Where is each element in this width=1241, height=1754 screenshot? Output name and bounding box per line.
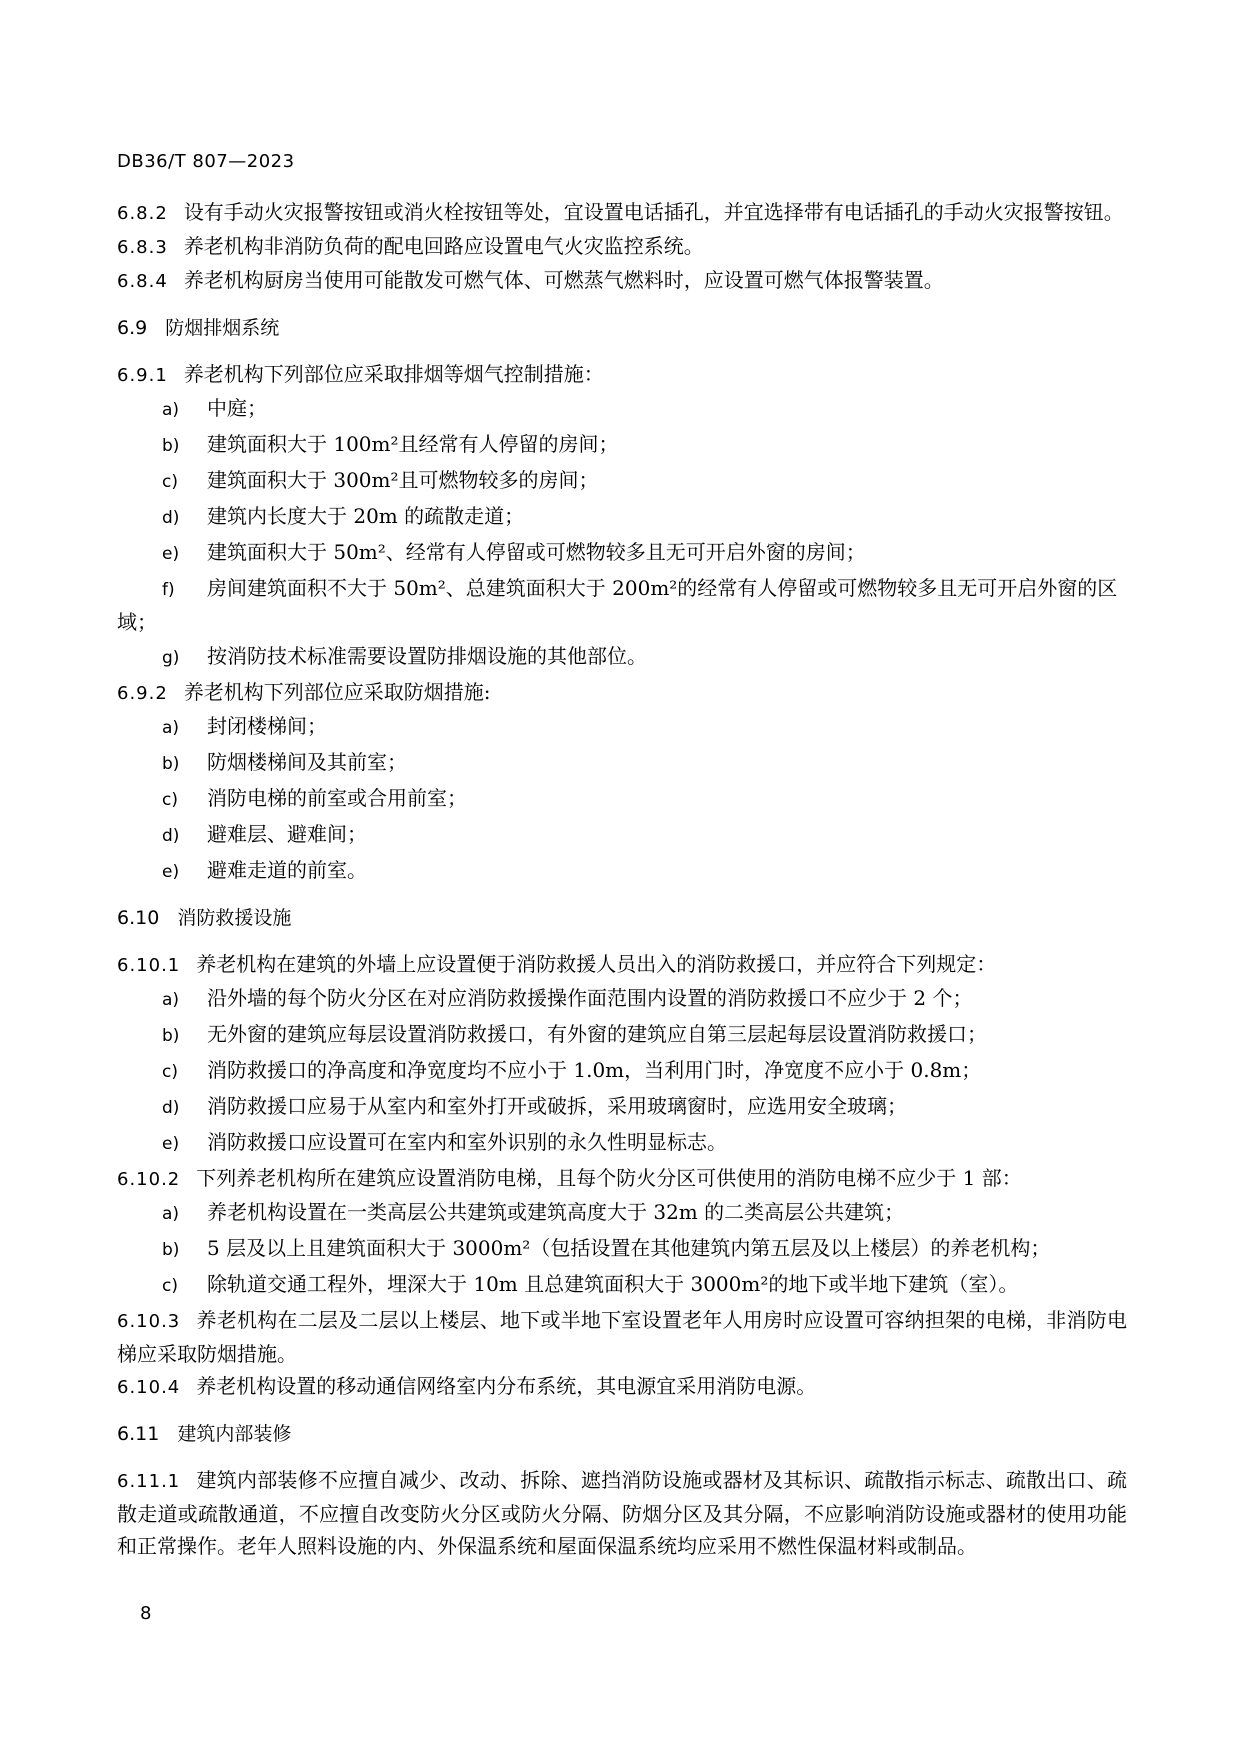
list-item: [162, 536, 1127, 570]
item-label: d): [162, 508, 180, 528]
clause-text: 下列养老机构所在建筑应设置消防电梯，且每个防火分区可供使用的消防电梯不应少于 1 部：: [196, 1166, 1022, 1190]
list-item: [162, 854, 1127, 888]
item-label: a): [162, 400, 180, 420]
clause-6-11-1: [117, 1464, 1127, 1562]
clause-number: 6.11.1: [117, 1471, 181, 1492]
clause-6-10-3: [117, 1304, 1127, 1370]
item-text: 建筑面积大于 50m²、经常有人停留或可燃物较多且无可开启外窗的房间；: [207, 540, 866, 564]
item-text: 封闭楼梯间；: [207, 714, 327, 738]
item-text: 除轨道交通工程外，埋深大于 10m 且总建筑面积大于 3000m²的地下或半地下建筑（室）。: [207, 1272, 1019, 1296]
item-text: 避难层、避难间；: [207, 822, 367, 846]
item-text: 建筑面积大于 300m²且可燃物较多的房间；: [207, 468, 599, 492]
clause-number: 6.8.2: [117, 203, 168, 224]
item-label: g): [162, 648, 180, 668]
list-item: [162, 1126, 1127, 1160]
item-text: 无外窗的建筑应每层设置消防救援口，有外窗的建筑应自第三层起每层设置消防救援口；: [207, 1022, 987, 1046]
section-heading-6-11: [117, 1418, 1127, 1450]
list-item: [117, 572, 1127, 638]
section-title: 消防救援设施: [177, 907, 292, 929]
clause-number: 6.10.4: [117, 1377, 181, 1398]
clause-6-8-3: [117, 230, 1127, 264]
item-text: 消防救援口应易于从室内和室外打开或破拆，采用玻璃窗时，应选用安全玻璃；: [207, 1094, 907, 1118]
list-item: [162, 464, 1127, 498]
section-heading-6-9: [117, 312, 1127, 344]
clause-text: 养老机构下列部位应采取防烟措施:: [183, 680, 491, 704]
clause-number: 6.10.1: [117, 955, 181, 976]
clause-text: 养老机构在二层及二层以上楼层、地下或半地下室设置老年人用房时应设置可容纳担架的电梯，非消防电梯应采取防烟措施。: [117, 1308, 1127, 1366]
list-item: [162, 500, 1127, 534]
clause-6-10-1: [117, 948, 1127, 982]
item-text: 防烟楼梯间及其前室；: [207, 750, 407, 774]
list-item: [162, 1196, 1127, 1230]
item-text: 养老机构设置在一类高层公共建筑或建筑高度大于 32m 的二类高层公共建筑；: [207, 1200, 905, 1224]
section-number: 6.10: [117, 907, 160, 929]
clause-text: 设有手动火灾报警按钮或消火栓按钮等处，宜设置电话插孔，并宜选择带有电话插孔的手动火灾报警按钮。: [183, 200, 1124, 224]
list-item: [162, 782, 1127, 816]
item-text: 消防电梯的前室或合用前室；: [207, 786, 467, 810]
item-label: e): [162, 1134, 180, 1154]
list-item: [162, 746, 1127, 780]
clause-6-10-4: [117, 1370, 1127, 1404]
list-item: [162, 392, 1127, 426]
clause-6-8-4: [117, 264, 1127, 298]
standard-code: DB36/T 807—2023: [117, 151, 295, 172]
clause-text: 养老机构下列部位应采取排烟等烟气控制措施：: [183, 362, 604, 386]
item-text: 沿外墙的每个防火分区在对应消防救援操作面范围内设置的消防救援口不应少于 2 个；: [207, 986, 973, 1010]
list-item: [162, 710, 1127, 744]
item-label: e): [162, 544, 180, 564]
document-body: [117, 196, 1127, 1562]
item-text: 中庭；: [207, 396, 267, 420]
clause-text: 养老机构在建筑的外墙上应设置便于消防救援人员出入的消防救援口，并应符合下列规定：: [196, 952, 997, 976]
clause-number: 6.8.4: [117, 271, 168, 292]
list-item: [162, 1090, 1127, 1124]
item-label: c): [162, 1276, 178, 1296]
clause-number: 6.8.3: [117, 237, 168, 258]
section-number: 6.11: [117, 1423, 160, 1445]
item-label: b): [162, 436, 180, 456]
clause-text: 养老机构厨房当使用可能散发可燃气体、可燃蒸气燃料时，应设置可燃气体报警装置。: [183, 268, 944, 292]
item-text: 按消防技术标准需要设置防排烟设施的其他部位。: [207, 644, 647, 668]
item-label: c): [162, 790, 178, 810]
section-title: 防烟排烟系统: [165, 317, 280, 339]
item-text: 避难走道的前室。: [207, 858, 367, 882]
clause-6-10-2: [117, 1162, 1127, 1196]
item-text: 5 层及以上且建筑面积大于 3000m²（包括设置在其他建筑内第五层及以上楼层）的养老机构；: [207, 1236, 1051, 1260]
item-text: 消防救援口应设置可在室内和室外识别的永久性明显标志。: [207, 1130, 727, 1154]
section-number: 6.9: [117, 317, 148, 339]
clause-number: 6.10.2: [117, 1169, 181, 1190]
item-text: 消防救援口的净高度和净宽度均不应小于 1.0m，当利用门时，净宽度不应小于 0.8m；: [207, 1058, 982, 1082]
item-label: c): [162, 1062, 178, 1082]
list-item: [162, 428, 1127, 462]
item-label: c): [162, 472, 178, 492]
item-label: b): [162, 1240, 180, 1260]
item-label: f): [162, 580, 175, 600]
clause-6-9-1: [117, 358, 1127, 392]
item-label: a): [162, 718, 180, 738]
clause-number: 6.10.3: [117, 1311, 181, 1332]
list-item: [162, 1232, 1127, 1266]
item-text: 建筑内长度大于 20m 的疏散走道；: [207, 504, 525, 528]
section-heading-6-10: [117, 902, 1127, 934]
clause-6-9-2: [117, 676, 1127, 710]
item-text: 房间建筑面积不大于 50m²、总建筑面积大于 200m²的经常有人停留或可燃物较多且无可开启外窗的区域；: [117, 576, 1118, 634]
list-item: [162, 818, 1127, 852]
clause-text: 建筑内部装修不应擅自减少、改动、拆除、遮挡消防设施或器材及其标识、疏散指示标志、疏散出口、疏散走道或疏散通道，不应擅自改变防火分区或防火分隔、防烟分区及其分隔，不应影响消防设施或器材的使用功能和正常操作。老年人照料设施的内、外保温系统和屋面保温系统均应采用不燃性保温材料或制品。: [117, 1468, 1127, 1558]
item-text: 建筑面积大于 100m²且经常有人停留的房间；: [207, 432, 619, 456]
item-label: a): [162, 1204, 180, 1224]
item-label: b): [162, 1026, 180, 1046]
list-item: [162, 1268, 1127, 1302]
page-number: 8: [140, 1603, 152, 1624]
clause-number: 6.9.2: [117, 683, 168, 704]
item-label: d): [162, 1098, 180, 1118]
clause-number: 6.9.1: [117, 365, 168, 386]
item-label: d): [162, 826, 180, 846]
item-label: a): [162, 990, 180, 1010]
section-title: 建筑内部装修: [177, 1423, 292, 1445]
item-label: e): [162, 862, 180, 882]
list-item: [162, 1018, 1127, 1052]
clause-text: 养老机构非消防负荷的配电回路应设置电气火灾监控系统。: [183, 234, 704, 258]
clause-text: 养老机构设置的移动通信网络室内分布系统，其电源宜采用消防电源。: [196, 1374, 817, 1398]
clause-6-8-2: [117, 196, 1127, 230]
list-item: [162, 1054, 1127, 1088]
item-label: b): [162, 754, 180, 774]
list-item: [162, 640, 1127, 674]
list-item: [162, 982, 1127, 1016]
